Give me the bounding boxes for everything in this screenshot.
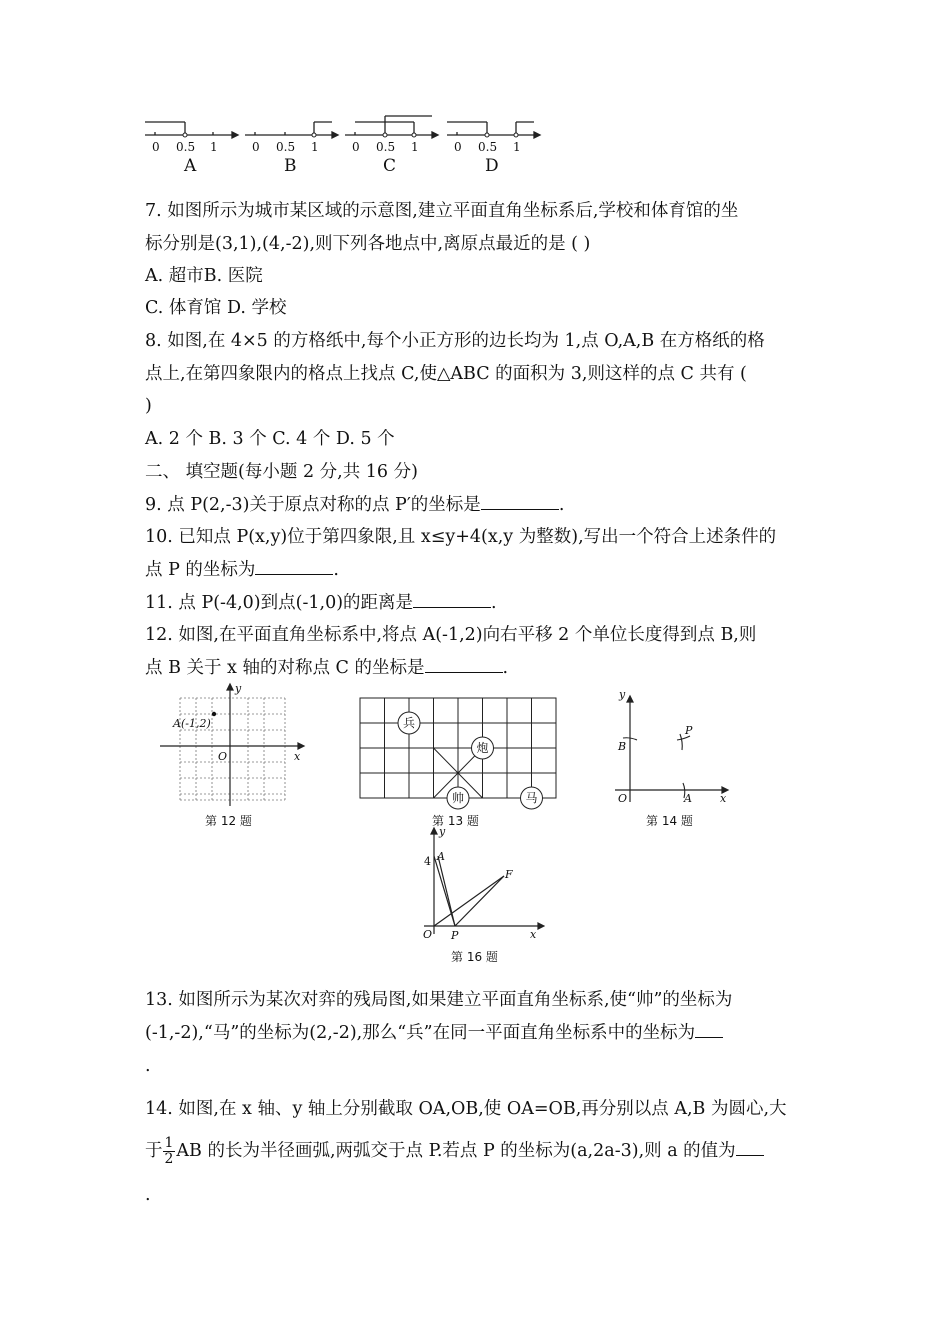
- q7-option-cd: C. 体育馆 D. 学校: [145, 298, 287, 318]
- q7-line-1: 7. 如图所示为城市某区域的示意图,建立平面直角坐标系后,学校和体育馆的坐: [145, 201, 739, 221]
- svg-text:P: P: [685, 724, 693, 737]
- svg-text:0: 0: [352, 140, 360, 154]
- svg-text:A(-1,2): A(-1,2): [173, 717, 211, 730]
- q7-line-2: 标分别是(3,1),(4,-2),则下列各地点中,离原点最近的是 ( ): [145, 234, 591, 254]
- svg-text:兵: 兵: [402, 716, 416, 730]
- svg-text:帅: 帅: [451, 791, 465, 805]
- svg-text:4: 4: [424, 855, 431, 868]
- svg-text:P: P: [451, 929, 459, 942]
- caption-fig12: 第 12 题: [205, 814, 252, 828]
- figure-14: [610, 690, 735, 810]
- answer-blank[interactable]: [255, 560, 333, 575]
- tick-0: 0: [152, 140, 160, 154]
- caption-fig13: 第 13 题: [432, 814, 479, 828]
- svg-text:0.5: 0.5: [276, 140, 296, 154]
- svg-text:O: O: [423, 928, 433, 941]
- svg-text:1: 1: [411, 140, 419, 154]
- svg-text:0.5: 0.5: [478, 140, 498, 154]
- svg-text:y: y: [439, 826, 446, 838]
- answer-blank[interactable]: [736, 1141, 764, 1156]
- svg-text:y: y: [235, 682, 242, 695]
- q7-option-ab: A. 超市B. 医院: [145, 266, 263, 286]
- svg-text:0: 0: [252, 140, 260, 154]
- tick-half: 0.5: [176, 140, 196, 154]
- section-title: 二、 填空题(每小题 2 分,共 16 分): [145, 462, 418, 482]
- svg-text:马: 马: [525, 791, 538, 805]
- answer-blank[interactable]: [425, 658, 503, 673]
- svg-text:0.5: 0.5: [376, 140, 396, 154]
- number-line-options: [140, 108, 550, 178]
- fraction-half: $\frac{1}{2}$: [164, 1135, 174, 1167]
- q13-line-2: (-1,-2),“马”的坐标为(2,-2),那么“兵”在同一平面直角坐标系中的坐标为: [145, 1022, 723, 1044]
- answer-blank[interactable]: [413, 593, 491, 608]
- svg-text:x: x: [530, 928, 537, 941]
- svg-text:O: O: [218, 750, 228, 763]
- svg-text:炮: 炮: [476, 741, 489, 755]
- q14-line-3: .: [145, 1185, 151, 1205]
- option-label-a: A: [184, 156, 197, 176]
- q8-line-1: 8. 如图,在 4×5 的方格纸中,每个小正方形的边长均为 1,点 O,A,B 在方格纸的格: [145, 331, 765, 351]
- figure-13: [355, 693, 565, 813]
- answer-blank[interactable]: [481, 495, 559, 510]
- q8-line-2: 点上,在第四象限内的格点上找点 C,使△ABC 的面积为 3,则这样的点 C 共有 (: [145, 364, 747, 384]
- svg-text:1: 1: [513, 140, 521, 154]
- caption-fig16: 第 16 题: [451, 950, 498, 964]
- q12-line-1: 12. 如图,在平面直角坐标系中,将点 A(-1,2)向右平移 2 个单位长度得到点 B,则: [145, 625, 757, 645]
- svg-text:O: O: [618, 792, 628, 805]
- q11: 11. 点 P(-4,0)到点(-1,0)的距离是 .: [145, 593, 497, 613]
- q8-line-3: ): [145, 396, 152, 416]
- q8-options: A. 2 个 B. 3 个 C. 4 个 D. 5 个: [145, 429, 395, 449]
- svg-text:B: B: [618, 740, 627, 753]
- svg-text:y: y: [619, 690, 626, 701]
- svg-text:A: A: [684, 792, 692, 805]
- option-label-c: C: [383, 156, 397, 176]
- point-a: [212, 712, 216, 716]
- svg-text:x: x: [720, 792, 727, 805]
- svg-text:F: F: [505, 868, 513, 881]
- svg-text:0: 0: [454, 140, 462, 154]
- svg-text:x: x: [294, 750, 301, 763]
- answer-blank[interactable]: [695, 1023, 723, 1038]
- q12-line-2: 点 B 关于 x 轴的对称点 C 的坐标是 .: [145, 658, 509, 678]
- figure-12: [160, 680, 310, 810]
- q13-line-1: 13. 如图所示为某次对弈的残局图,如果建立平面直角坐标系,使“帅”的坐标为: [145, 990, 733, 1010]
- option-label-b: B: [284, 156, 297, 176]
- q10-line-2: 点 P 的坐标为 .: [145, 560, 339, 580]
- svg-text:A: A: [437, 850, 445, 863]
- figure-16: [410, 826, 545, 946]
- svg-text:1: 1: [311, 140, 319, 154]
- option-label-d: D: [485, 156, 499, 176]
- q13-line-3: .: [145, 1056, 151, 1076]
- q10-line-1: 10. 已知点 P(x,y)位于第四象限,且 x≤y+4(x,y 为整数),写出一个符合上述条件的: [145, 527, 777, 547]
- q14-line-1: 14. 如图,在 x 轴、y 轴上分别截取 OA,OB,使 OA=OB,再分别以点 A,B 为圆心,大: [145, 1099, 787, 1119]
- tick-1: 1: [210, 140, 218, 154]
- caption-fig14: 第 14 题: [646, 814, 693, 828]
- q9: 9. 点 P(2,-3)关于原点对称的点 P′的坐标是 .: [145, 495, 565, 515]
- q14-line-2: 于 $\frac{1}{2}$ AB 的长为半径画弧,两弧交于点 P.若点 P 的坐标为(a,2a-3),则 a 的值为: [145, 1134, 764, 1168]
